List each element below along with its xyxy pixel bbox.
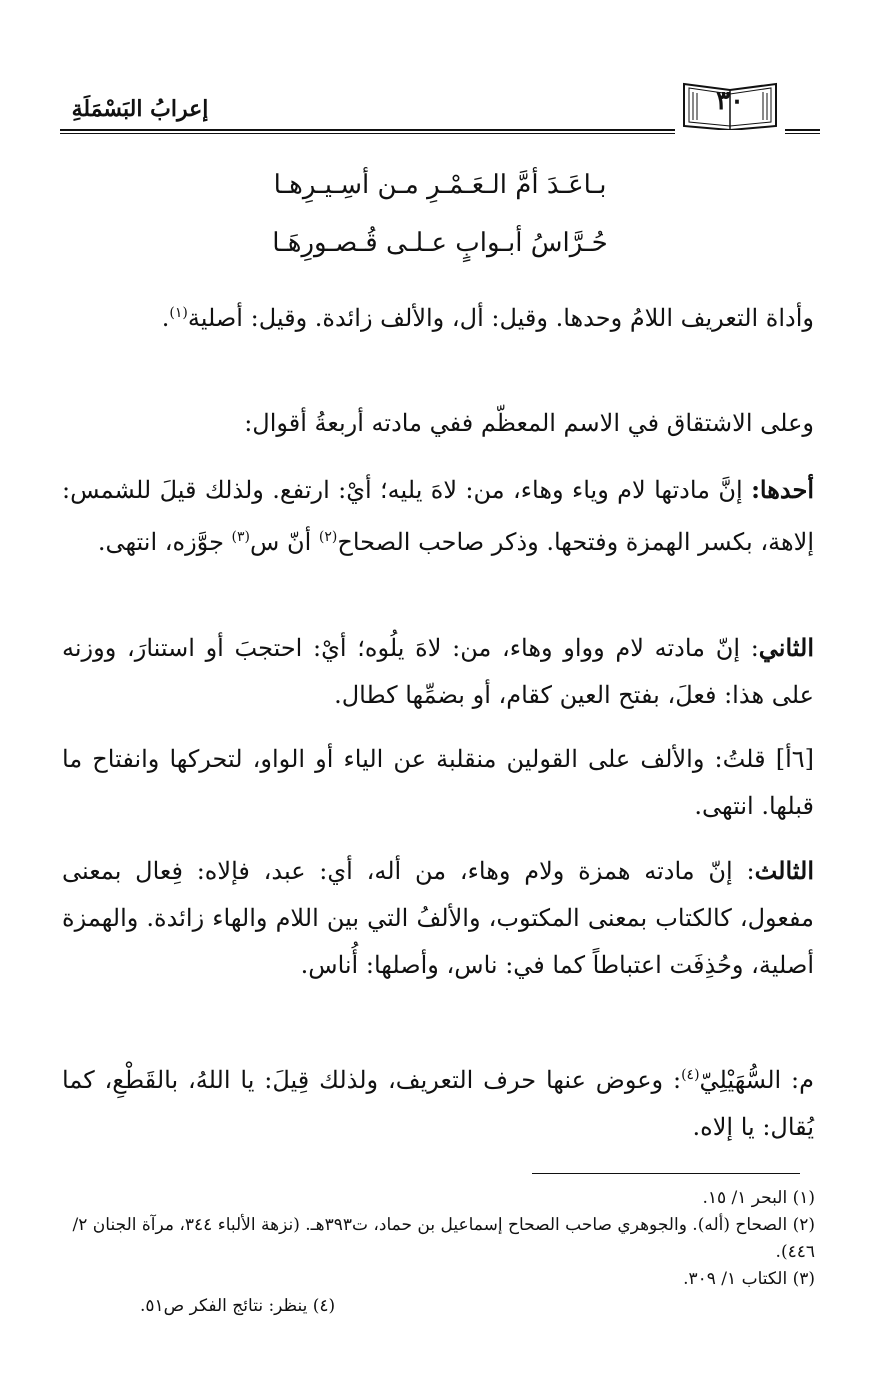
footnote-4: (٤) ينظر: نتائج الفكر ص٥١. <box>140 1296 336 1316</box>
paragraph-6-text: : إنّ مادته همزة ولام وهاء، من أله، أي: عبد، فإلاه: فِعال بمعنى مفعول، كالكتاب بمعنى المكتوب، والألفُ التي بين اللام والهاء زائدة. والهمزة أصلية، وحُذِفَت اعتباطاً كما في: ناس، وأصلها: أُناس. <box>62 857 814 979</box>
verse-line-2: حُـرَّاسُ أبـوابٍ عـلـى قُـصـورِهَـا <box>272 228 608 258</box>
paragraph-7-text-a: م: السُّهَيْلِيّ <box>699 1066 815 1094</box>
paragraph-1-end: . <box>161 304 170 332</box>
paragraph-3 <box>62 466 814 566</box>
footnotes <box>60 1185 815 1293</box>
paragraph-2-text: وعلى الاشتقاق في الاسم المعظّم ففي مادته أربعةُ أقوال: <box>244 409 814 437</box>
paragraph-4-text: : إنّ مادته لام وواو وهاء، من: لاهَ يلُوه؛ أيْ: احتجبَ أو استنارَ، ووزنه على هذا: فعلَ، بفتح العين كقام، أو بضمِّها كطال. <box>62 634 814 709</box>
paragraph-7-text-b: : وعوض عنها حرف التعريف، ولذلك قِيلَ: يا اللهُ، بالقَطْعِ، كما يُقال: يا إلاه. <box>62 1066 814 1141</box>
paragraph-4 <box>62 624 814 719</box>
paragraph-7 <box>62 1052 814 1151</box>
header-rule-right-thin <box>785 133 820 134</box>
manuscript-marker: [٦أ] <box>775 745 814 773</box>
page-number-frame <box>680 80 780 126</box>
footnote-separator <box>532 1173 800 1174</box>
running-title: إعرابُ البَسْمَلَةِ <box>71 96 209 122</box>
header-rule-thin <box>60 133 675 134</box>
footnote-ref-2: (٢) <box>318 529 338 545</box>
footnote-2: (٢) الصحاح (أله). والجوهري صاحب الصحاح إسماعيل بن حماد، ت٣٩٣هـ. (نزهة الألباء ٣٤٤، مرآة الجنان ٢/ ٤٤٦). <box>72 1215 815 1262</box>
paragraph-1-text: وأداة التعريف اللامُ وحدها. وقيل: أل، والألف زائدة. وقيل: أصلية <box>187 304 814 332</box>
paragraph-5-text: قلتُ: والألف على القولين منقلبة عن الياء أو الواو، لتحركها وانفتاح ما قبلها. انتهى. <box>62 745 814 820</box>
verse-line-1: بـاعَـدَ أمَّ الـعَـمْـرِ مـن أسِـيـرِهـا <box>273 170 607 200</box>
page-header <box>60 68 820 138</box>
page-number: ٣٠ <box>716 86 744 116</box>
paragraph-3-text-c: جوَّزه، انتهى. <box>97 528 232 556</box>
footnote-3: (٣) الكتاب ١/ ٣٠٩. <box>683 1269 815 1289</box>
paragraph-4-lead: الثاني <box>758 633 814 662</box>
footnote-1: (١) البحر ١/ ١٥. <box>702 1188 815 1208</box>
paragraph-3-lead: أحدها: <box>751 475 814 504</box>
paragraph-2 <box>62 400 814 447</box>
footnote-ref-4: (٤) <box>681 1067 700 1083</box>
footnote-ref-1: (١) <box>169 305 188 321</box>
header-rule <box>60 129 675 131</box>
paragraph-3-text-a: إنَّ مادتها لام وياء وهاء، من: لاهَ يليه؛ أيْ: ارتفع. ولذلك قيلَ للشمس: إلاهة، بكسر الهمزة وفتحها. وذكر صاحب الصحاح <box>62 476 814 556</box>
paragraph-1 <box>62 290 814 342</box>
paragraph-6 <box>62 847 814 989</box>
paragraph-3-text-b: أنّ س <box>250 528 319 556</box>
header-rule-right <box>785 129 820 131</box>
footnote-ref-3: (٣) <box>231 529 251 545</box>
paragraph-6-lead: الثالث <box>754 856 814 885</box>
paragraph-5 <box>62 736 814 830</box>
